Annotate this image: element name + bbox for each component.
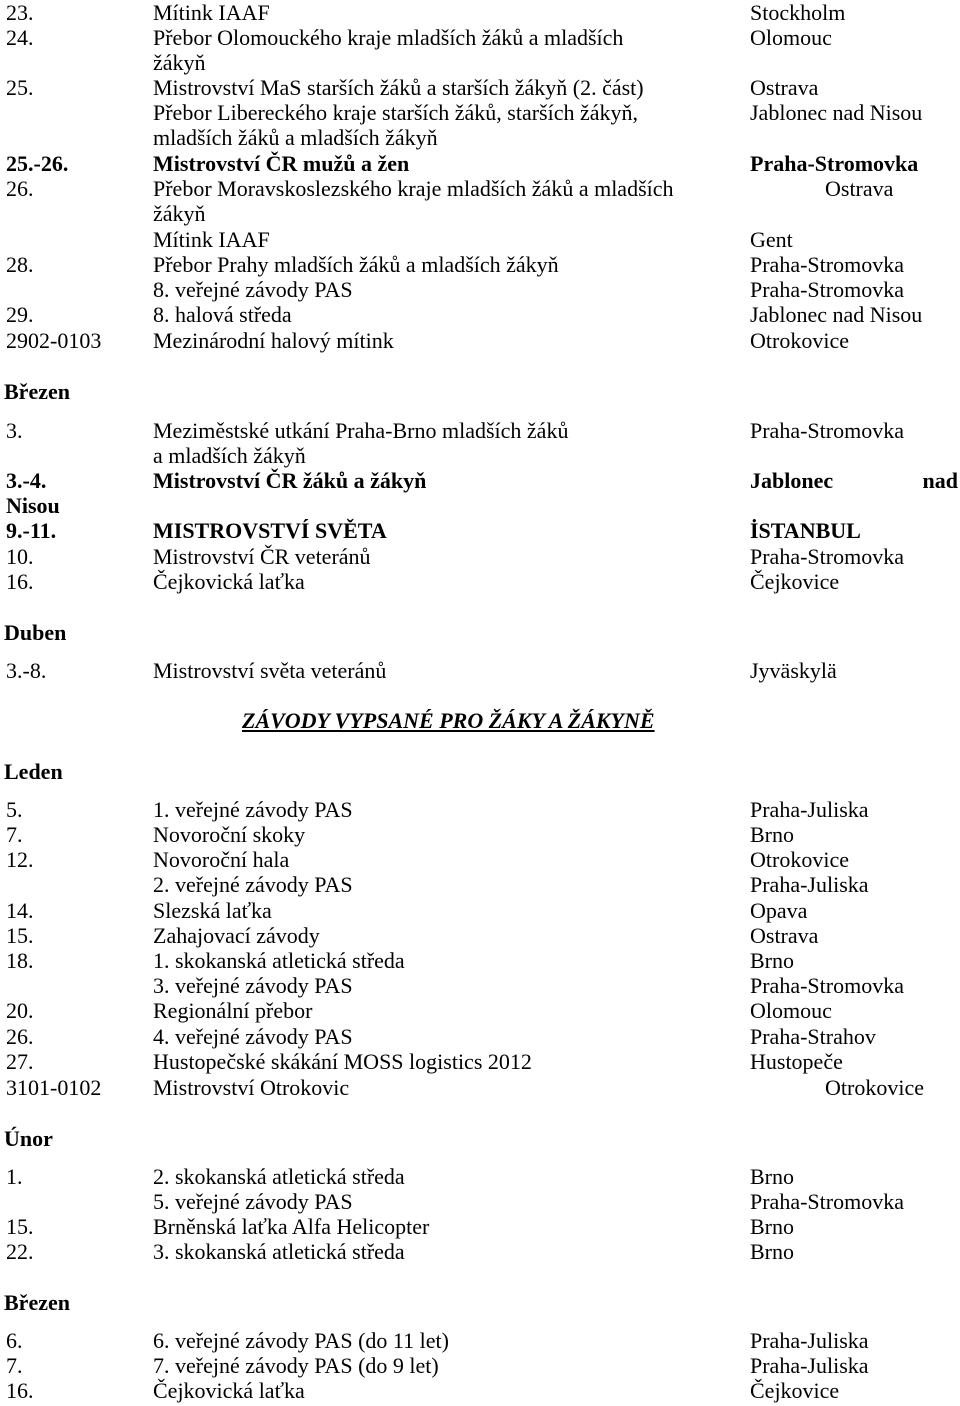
row-place: Praha-Stromovka — [750, 151, 919, 176]
row-event: Zahajovací závody — [153, 923, 320, 948]
schedule-row — [0, 797, 960, 822]
row-date: 23. — [6, 0, 34, 25]
schedule-row — [0, 1024, 960, 1049]
schedule-row — [0, 252, 960, 277]
row-event: 5. veřejné závody PAS — [153, 1189, 353, 1214]
row-event: Přebor Olomouckého kraje mladších žáků a mladších — [153, 25, 624, 50]
month-heading-duben: Duben — [4, 620, 67, 645]
row-place: Praha-Juliska — [750, 872, 869, 897]
row-event: 3. veřejné závody PAS — [153, 973, 353, 998]
row-date: 14. — [6, 898, 34, 923]
row-place-continuation: Nisou — [6, 493, 60, 518]
row-date: 2902-0103 — [6, 328, 102, 353]
row-event: 7. veřejné závody PAS (do 9 let) — [153, 1353, 439, 1378]
row-date: 25. — [6, 75, 34, 100]
schedule-row — [0, 923, 960, 948]
schedule-row — [0, 75, 960, 100]
row-place: Čejkovice — [750, 1378, 840, 1403]
row-place: Jablonec nad Nisou — [750, 100, 923, 125]
row-place: Praha-Stromovka — [750, 277, 904, 302]
row-date: 3.-4. — [6, 468, 47, 493]
row-place: Hustopeče — [750, 1049, 843, 1074]
schedule-row — [0, 658, 960, 683]
row-event: Brněnská laťka Alfa Helicopter — [153, 1214, 430, 1239]
schedule-row — [0, 1328, 960, 1353]
row-place: Jablonec — [750, 468, 834, 493]
row-event: 1. veřejné závody PAS — [153, 797, 353, 822]
row-event: 2. veřejné závody PAS — [153, 872, 353, 897]
row-event: Regionální přebor — [153, 998, 313, 1023]
row-date: 18. — [6, 948, 34, 973]
schedule-row — [0, 227, 960, 252]
month-heading-brezen: Březen — [4, 1290, 70, 1315]
row-place: Brno — [750, 1239, 794, 1264]
schedule-row — [0, 151, 960, 176]
row-date: 28. — [6, 252, 34, 277]
row-place: Ostrava — [825, 176, 894, 201]
schedule-row — [0, 1189, 960, 1214]
schedule-row — [0, 50, 960, 75]
row-date: 7. — [6, 822, 23, 847]
row-event: Mítink IAAF — [153, 227, 270, 252]
row-place: Olomouc — [750, 25, 832, 50]
row-date: 15. — [6, 1214, 34, 1239]
row-event: žákyň — [153, 50, 206, 75]
row-date: 12. — [6, 847, 34, 872]
schedule-row — [0, 847, 960, 872]
row-place: Ostrava — [750, 75, 819, 100]
schedule-row — [0, 100, 960, 125]
row-event: Mezinárodní halový mítink — [153, 328, 394, 353]
section-title: ZÁVODY VYPSANÉ PRO ŽÁKY A ŽÁKYNĚ — [242, 708, 655, 733]
row-event: Novoroční skoky — [153, 822, 306, 847]
row-place: Opava — [750, 898, 808, 923]
row-place: Brno — [750, 1214, 794, 1239]
row-place: Gent — [750, 227, 793, 252]
schedule-row — [0, 1164, 960, 1189]
month-heading-brezen: Březen — [4, 379, 70, 404]
schedule-row — [0, 1075, 960, 1100]
row-date: 5. — [6, 797, 23, 822]
schedule-row — [0, 302, 960, 327]
row-place: Praha-Stromovka — [750, 418, 904, 443]
schedule-row — [0, 872, 960, 897]
schedule-row — [0, 25, 960, 50]
schedule-row — [0, 1378, 960, 1403]
row-place: Praha-Stromovka — [750, 973, 904, 998]
schedule-row — [0, 328, 960, 353]
row-place: Praha-Juliska — [750, 1328, 869, 1353]
row-date: 9.-11. — [6, 518, 57, 543]
schedule-row — [0, 277, 960, 302]
row-date: 26. — [6, 176, 34, 201]
row-place: Brno — [750, 948, 794, 973]
row-date: 26. — [6, 1024, 34, 1049]
row-event: Mistrovství ČR mužů a žen — [153, 151, 410, 176]
row-place: Otrokovice — [825, 1075, 924, 1100]
schedule-row — [0, 544, 960, 569]
row-place: İSTANBUL — [750, 518, 861, 543]
row-date: 3101-0102 — [6, 1075, 102, 1100]
row-date: 6. — [6, 1328, 23, 1353]
schedule-row — [0, 1049, 960, 1074]
row-place: Praha-Stromovka — [750, 1189, 904, 1214]
row-date: 7. — [6, 1353, 23, 1378]
row-place: Ostrava — [750, 923, 819, 948]
row-place: Praha-Stromovka — [750, 544, 904, 569]
schedule-row — [0, 822, 960, 847]
row-event-continuation: žákyň — [153, 201, 206, 226]
row-event: Přebor Prahy mladších žáků a mladších žákyň — [153, 252, 559, 277]
row-date: 16. — [6, 1378, 34, 1403]
schedule-row — [0, 518, 960, 543]
row-event: 3. skokanská atletická středa — [153, 1239, 405, 1264]
row-event: 4. veřejné závody PAS — [153, 1024, 353, 1049]
row-place: Praha-Juliska — [750, 797, 869, 822]
row-event-continuation: a mladších žákyň — [153, 443, 306, 468]
row-event: Mistrovství ČR veteránů — [153, 544, 371, 569]
row-event: mladších žáků a mladších žákyň — [153, 125, 438, 150]
schedule-row — [0, 1239, 960, 1264]
row-date: 24. — [6, 25, 34, 50]
schedule-row — [0, 1353, 960, 1378]
row-date: 3.-8. — [6, 658, 47, 683]
row-event: Mítink IAAF — [153, 0, 270, 25]
row-event: Přebor Moravskoslezského kraje mladších žáků a mladších — [153, 176, 674, 201]
schedule-row — [0, 0, 960, 25]
row-place: Praha-Strahov — [750, 1024, 876, 1049]
row-date: 27. — [6, 1049, 34, 1074]
schedule-row — [0, 948, 960, 973]
schedule-row — [0, 176, 960, 201]
row-date: 29. — [6, 302, 34, 327]
schedule-row — [0, 468, 960, 493]
row-place: Otrokovice — [750, 328, 849, 353]
schedule-row-continuation — [0, 493, 960, 518]
row-event: 1. skokanská atletická středa — [153, 948, 405, 973]
row-event: 6. veřejné závody PAS (do 11 let) — [153, 1328, 449, 1353]
schedule-row — [0, 973, 960, 998]
row-place: Čejkovice — [750, 569, 840, 594]
schedule-row — [0, 569, 960, 594]
month-heading-leden: Leden — [4, 759, 63, 784]
row-event: Mistrovství Otrokovic — [153, 1075, 350, 1100]
row-place: Jyväskylä — [750, 658, 837, 683]
row-date: 25.-26. — [6, 151, 69, 176]
row-place: Praha-Juliska — [750, 1353, 869, 1378]
row-place: Praha-Stromovka — [750, 252, 904, 277]
row-date: 20. — [6, 998, 34, 1023]
schedule-row — [0, 125, 960, 150]
row-place: Jablonec nad Nisou — [750, 302, 923, 327]
schedule-row — [0, 898, 960, 923]
row-place: Stockholm — [750, 0, 846, 25]
row-date: 16. — [6, 569, 34, 594]
row-event: 2. skokanská atletická středa — [153, 1164, 405, 1189]
row-place: Olomouc — [750, 998, 832, 1023]
row-place: Brno — [750, 822, 794, 847]
row-event: Slezská laťka — [153, 898, 272, 923]
row-date: 22. — [6, 1239, 34, 1264]
schedule-row-continuation — [0, 201, 960, 226]
row-event: 8. halová středa — [153, 302, 292, 327]
row-event: MISTROVSTVÍ SVĚTA — [153, 518, 387, 543]
row-place: Brno — [750, 1164, 794, 1189]
row-event: Novoroční hala — [153, 847, 290, 872]
row-event: Mistrovství ČR žáků a žákyň — [153, 468, 427, 493]
row-place-part: nad — [922, 468, 958, 493]
row-event: Meziměstské utkání Praha-Brno mladších žáků — [153, 418, 569, 443]
row-event: Přebor Libereckého kraje starších žáků, starších žákyň, — [153, 100, 639, 125]
row-event: Čejkovická laťka — [153, 1378, 305, 1403]
row-event: 8. veřejné závody PAS — [153, 277, 353, 302]
row-event: Mistrovství světa veteránů — [153, 658, 387, 683]
row-event: Mistrovství MaS starších žáků a starších žákyň (2. část) — [153, 75, 644, 100]
schedule-row — [0, 1214, 960, 1239]
row-date: 3. — [6, 418, 23, 443]
row-event: Hustopečské skákání MOSS logistics 2012 — [153, 1049, 532, 1074]
schedule-row — [0, 998, 960, 1023]
row-place: Otrokovice — [750, 847, 849, 872]
row-date: 1. — [6, 1164, 23, 1189]
row-event: Čejkovická laťka — [153, 569, 305, 594]
schedule-row-continuation — [0, 443, 960, 468]
row-date: 15. — [6, 923, 34, 948]
month-heading-unor: Únor — [4, 1126, 53, 1151]
schedule-row — [0, 418, 960, 443]
row-date: 10. — [6, 544, 34, 569]
